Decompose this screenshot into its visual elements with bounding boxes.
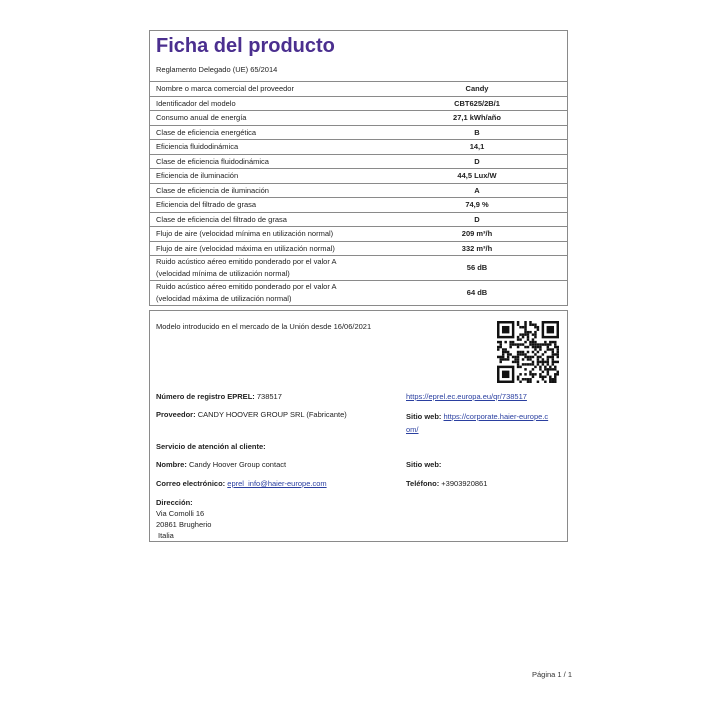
- spec-label: Identificador del modelo: [150, 96, 387, 111]
- spec-label: Flujo de aire (velocidad máxima en utilización normal): [150, 241, 387, 256]
- spec-row: [150, 169, 567, 184]
- website-label: Sitio web:: [406, 412, 442, 421]
- address-block: [156, 497, 211, 541]
- eprel-label: Número de registro EPREL:: [156, 392, 255, 401]
- spec-value: 44,5 Lux/W: [387, 169, 567, 184]
- spec-row: [150, 82, 567, 97]
- supplier-box: [149, 310, 568, 542]
- qr-code-icon[interactable]: [497, 321, 559, 383]
- spec-row: [150, 183, 567, 198]
- spec-value: Candy: [387, 82, 567, 97]
- phone-label: Teléfono:: [406, 479, 440, 488]
- noise-label: [150, 256, 387, 281]
- spec-row: [150, 154, 567, 169]
- spec-value: D: [387, 212, 567, 227]
- noise-label-line2: (velocidad máxima de utilización normal): [156, 294, 292, 303]
- product-sheet: [149, 30, 568, 306]
- noise-label-line2: (velocidad mínima de utilización normal): [156, 269, 290, 278]
- spec-label: Flujo de aire (velocidad mínima en utilización normal): [150, 227, 387, 242]
- market-intro: Modelo introducido en el mercado de la Unión desde 16/06/2021: [156, 322, 372, 331]
- spec-table: [150, 81, 567, 305]
- website-link-line1: https://corporate.haier-europe.c: [443, 412, 549, 421]
- eprel-link[interactable]: https://eprel.ec.europa.eu/qr/738517: [406, 392, 527, 401]
- noise-row: [150, 256, 567, 281]
- page-number: Página 1 / 1: [531, 670, 572, 679]
- address-street: Via Comolli 16: [156, 509, 205, 518]
- email-label: Correo electrónico:: [156, 479, 226, 488]
- noise-value: 64 dB: [387, 281, 567, 306]
- spec-value: A: [387, 183, 567, 198]
- spec-value: CBT625/2B/1: [387, 96, 567, 111]
- spec-value: 14,1: [387, 140, 567, 155]
- contact-name-label: Nombre:: [156, 460, 187, 469]
- spec-value: D: [387, 154, 567, 169]
- noise-value: 56 dB: [387, 256, 567, 281]
- spec-label: Clase de eficiencia de iluminación: [150, 183, 387, 198]
- noise-label: [150, 281, 387, 306]
- spec-value: 209 m³/h: [387, 227, 567, 242]
- spec-row: [150, 212, 567, 227]
- spec-value: B: [387, 125, 567, 140]
- spec-label: Clase de eficiencia del filtrado de grasa: [150, 212, 387, 227]
- phone-number: +3903920861: [441, 479, 488, 488]
- spec-label: Clase de eficiencia energética: [150, 125, 387, 140]
- provider-name: CANDY HOOVER GROUP SRL (Fabricante): [197, 410, 347, 419]
- page-title: Ficha del producto: [156, 35, 335, 57]
- contact-name: Candy Hoover Group contact: [188, 460, 287, 469]
- address-country: Italia: [158, 531, 174, 540]
- spec-row: [150, 227, 567, 242]
- spec-label: Clase de eficiencia fluidodinámica: [150, 154, 387, 169]
- email-link[interactable]: eprel_info@haier-europe.com: [227, 479, 327, 488]
- eprel-row: [156, 392, 282, 401]
- spec-row: [150, 111, 567, 126]
- spec-label: Consumo anual de energía: [150, 111, 387, 126]
- product-spec-box: [149, 30, 568, 306]
- provider-label: Proveedor:: [156, 410, 196, 419]
- noise-label-line1: Ruido acústico aéreo emitido ponderado por el valor A: [156, 282, 337, 291]
- noise-label-line1: Ruido acústico aéreo emitido ponderado por el valor A: [156, 257, 337, 266]
- spec-value: 332 m³/h: [387, 241, 567, 256]
- regulation-subtitle: Reglamento Delegado (UE) 65/2014: [156, 65, 278, 74]
- spec-label: Nombre o marca comercial del proveedor: [150, 82, 387, 97]
- spec-row: [150, 241, 567, 256]
- website-row: [406, 410, 548, 436]
- spec-label: Eficiencia del filtrado de grasa: [150, 198, 387, 213]
- phone-row: [406, 479, 487, 488]
- spec-label: Eficiencia fluidodinámica: [150, 140, 387, 155]
- spec-row: [150, 96, 567, 111]
- spec-value: 27,1 kWh/año: [387, 111, 567, 126]
- website2-label: Sitio web:: [406, 460, 442, 469]
- noise-row: [150, 281, 567, 306]
- spec-value: 74,9 %: [387, 198, 567, 213]
- contact-name-row: [156, 460, 286, 469]
- email-row: [156, 479, 327, 488]
- service-heading: Servicio de atención al cliente:: [156, 442, 266, 451]
- spec-row: [150, 125, 567, 140]
- spec-label: Eficiencia de iluminación: [150, 169, 387, 184]
- spec-row: [150, 198, 567, 213]
- spec-row: [150, 140, 567, 155]
- address-city: 20861 Brugherio: [156, 520, 212, 529]
- website-link-line2: om/: [406, 425, 419, 434]
- eprel-number: 738517: [256, 392, 282, 401]
- header: [150, 31, 567, 81]
- address-label: Dirección:: [156, 498, 193, 507]
- provider-row: [156, 410, 347, 419]
